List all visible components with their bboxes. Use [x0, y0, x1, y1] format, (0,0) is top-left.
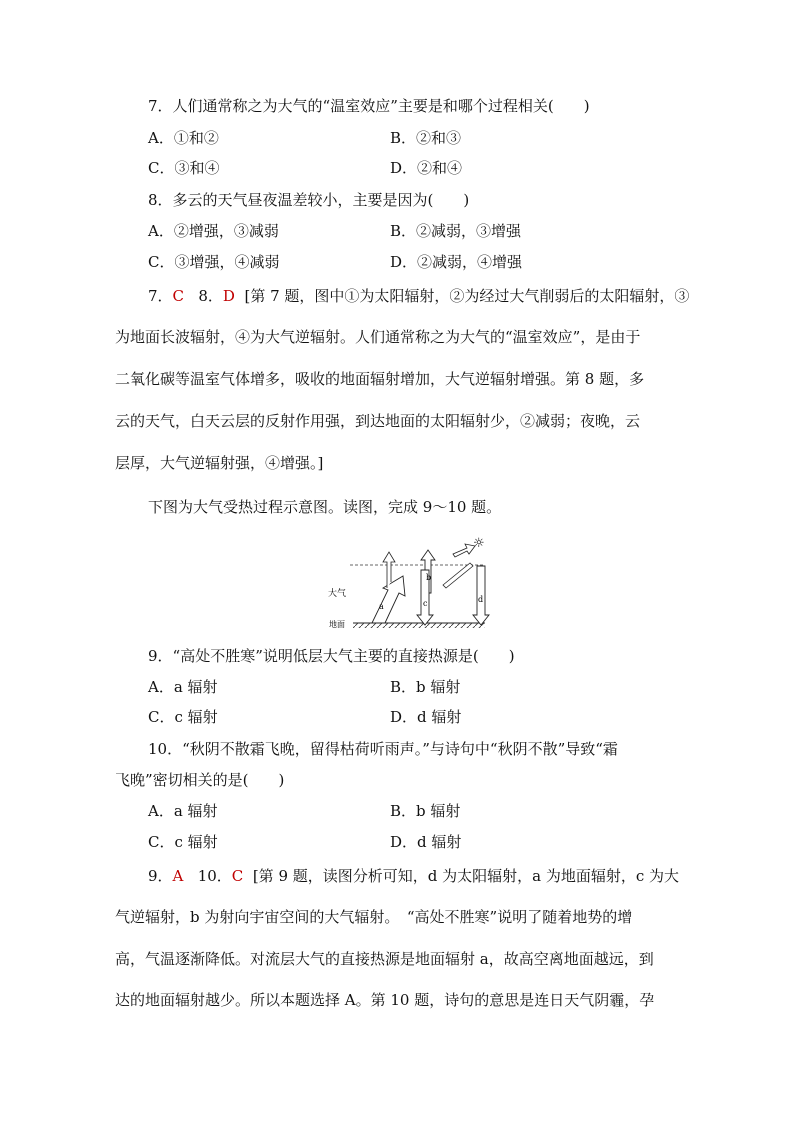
answer-10-choice: C: [231, 867, 244, 885]
question-9-option-d: D．d 辐射: [390, 708, 462, 726]
question-9-stem: 9．“高处不胜寒”说明低层大气主要的直接热源是( ): [148, 647, 515, 665]
question-8-stem: 8．多云的天气昼夜温差较小，主要是因为( ): [148, 191, 470, 209]
question-10-option-d: D．d 辐射: [390, 833, 462, 851]
label-c: c: [423, 599, 428, 608]
question-10-stem-line-1: 10．“秋阴不散霜飞晚，留得枯荷听雨声。”与诗句中“秋阴不散”导致“霜: [148, 740, 618, 758]
label-a: a: [379, 602, 384, 611]
ground-hatch: [353, 623, 485, 628]
question-8-option-c: C．③增强，④减弱: [148, 253, 280, 271]
label-b: b: [426, 573, 432, 582]
question-9-option-a: A．a 辐射: [148, 678, 218, 696]
question-10-option-c: C．c 辐射: [148, 833, 218, 851]
question-10-option-b: B．b 辐射: [390, 802, 461, 820]
answer-9-10-explanation-line-3: 高，气温逐渐降低。对流层大气的直接热源是地面辐射 a，故高空离地面越远，到: [115, 950, 654, 968]
atmosphere-heating-diagram: [325, 530, 500, 635]
answer-7-number: 7．: [148, 287, 173, 305]
figure-intro-text: 下图为大气受热过程示意图。读图，完成 9～10 题。: [148, 498, 502, 516]
question-8-option-d: D．②减弱，④增强: [390, 253, 523, 271]
answer-9-number: 9．: [148, 867, 173, 885]
question-10-option-a: A．a 辐射: [148, 802, 218, 820]
answer-9-10-explanation-line-2: 气逆辐射，b 为射向宇宙空间的大气辐射。 “高处不胜寒”说明了随着地势的增: [115, 908, 633, 926]
question-7-option-d: D．②和④: [390, 159, 463, 177]
answer-7-8-explanation-line-1: [第 7 题，图中①为太阳辐射，②为经过大气削弱后的太阳辐射，③: [244, 287, 690, 305]
answer-7-8-first-line: [148, 286, 689, 306]
question-9-option-c: C．c 辐射: [148, 708, 218, 726]
question-7-option-c: C．③和④: [148, 159, 220, 177]
atmosphere-label: 大气: [328, 589, 347, 599]
answer-7-8-explanation-line-2: 为地面长波辐射，④为大气逆辐射。人们通常称之为大气的“温室效应”，是由于: [115, 328, 641, 346]
answer-9-choice: A: [172, 867, 184, 885]
question-8-option-a: A．②增强，③减弱: [148, 222, 279, 240]
answer-7-8-explanation-line-4: 云的天气，白天云层的反射作用强，到达地面的太阳辐射少，②减弱；夜晚，云: [115, 412, 641, 430]
answer-8-number: 8．: [198, 287, 223, 305]
reflected-radiation-arrow: [443, 563, 473, 588]
question-7-option-b: B．②和③: [390, 129, 462, 147]
ground-label: 地面: [329, 620, 345, 629]
answer-7-8-explanation-line-3: 二氧化碳等温室气体增多，吸收的地面辐射增加，大气逆辐射增强。第 8 题，多: [115, 370, 645, 388]
sun-icon: ☼: [473, 536, 485, 551]
incoming-sunlight-arrow: [453, 544, 475, 557]
question-10-stem-line-2: 飞晚”密切相关的是( ): [115, 771, 285, 789]
answer-9-10-explanation-line-4: 达的地面辐射越少。所以本题选择 A。第 10 题，诗句的意思是连日天气阴霾，孕: [115, 991, 655, 1009]
question-8-option-b: B．②减弱，③增强: [390, 222, 522, 240]
answer-7-8-explanation-line-5: 层厚，大气逆辐射强，④增强。]: [115, 454, 324, 472]
answer-9-10-explanation-line-1: [第 9 题，读图分析可知，d 为太阳辐射，a 为地面辐射，c 为大: [252, 867, 680, 885]
question-7-option-a: A．①和②: [148, 129, 219, 147]
answer-10-number: 10．: [197, 867, 232, 885]
question-9-option-b: B．b 辐射: [390, 678, 461, 696]
answer-9-10-first-line: [148, 866, 679, 886]
label-d: d: [478, 595, 484, 604]
question-7-stem: 7．人们通常称之为大气的“温室效应”主要是和哪个过程相关( ): [148, 97, 590, 115]
answer-8-choice: D: [222, 287, 235, 305]
answer-7-choice: C: [172, 287, 185, 305]
